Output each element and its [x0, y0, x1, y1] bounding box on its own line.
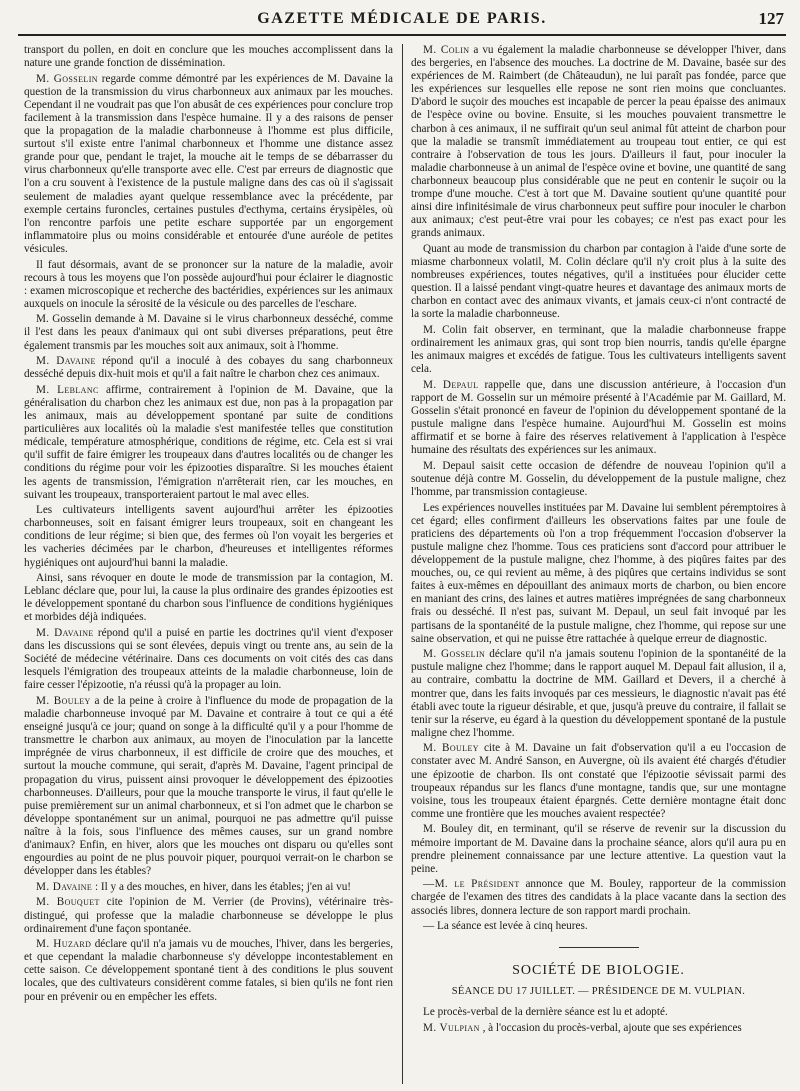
section-paragraphs — [411, 1006, 786, 1035]
paragraph-text: répond qu'il a puisé en partie les doctrines qu'il vient d'exposer dans les discussions qui se sont élevées, depuis vingt ou trente ans, au sein de la Société de médecine vétérinaire. Dans ces documents on voit cités des cas dans lesquels l'émigration des troupeaux atteints de la maladie charbonneuse, loin de faire cesser l'épizootie, n'a réussi qu'à la propager au loin. — [24, 627, 393, 692]
paragraph — [411, 243, 786, 322]
speaker-name: M. Bouley — [36, 695, 91, 707]
paragraph-text: Ainsi, sans révoquer en doute le mode de transmission par la contagion, M. Leblanc déclare que, pour lui, la cause la plus ordinaire des grandes épizooties est le développement spontané du charbon sous l'influence de conditions hygiéniques et morbides déjà indiquées. — [24, 572, 393, 624]
paragraph — [24, 384, 393, 502]
paragraph-text: a vu également la maladie charbonneuse se développer l'hiver, dans des bergeries, en l'absence des mouches. La doctrine de M. Davaine, basée sur des expériences de M. Raimbert (de Châteaudun), ne lui paraît pas fondée, parce que les expériences sur lesquelles elle repose ne sont rien moins que concluantes. D'abord le suçoir des mouches est incapable de percer la peau épaisse des animaux de l'espèce ovine ou bovine. Ensuite, si les mouches pouvaient transmettre le charbon à ces animaux, il ne suffirait qu'un seul animal fût atteint de charbon pour que la maladie se transmît immédiatement au troupeau tout entier, ce qui est contraire à l'observation de tous les jours. D'ailleurs il faut, pour inoculer la maladie charbonneuse à un animal de l'espèce ovine et bovine, une quantité de sang charbonneux beaucoup plus considérable que ne peut en contenir le suçoir ou la trompe d'une mouche. C'est à tort que M. Davaine soutient qu'une quantité pour ainsi dire infinitésimale de virus charbonneux peut suffire pour inoculer le charbon aux animaux; c'est peut-être vrai pour les cobayes; ce n'est pas exact pour les grands animaux. — [411, 44, 786, 240]
paragraph-text: rappelle que, dans une discussion antérieure, à l'occasion d'un rapport de M. Gosselin sur un mémoire présenté à l'Académie par M. Gaillard, M. Gosselin s'était prononcé en faveur de l'opinion du développement spontané de la pustule maligne dans l'espèce humaine. Aujourd'hui M. Gosselin est moins affirmatif et se borne à faire des réserves relativement à l'application à l'espèce humaine des résultats des expériences sur les animaux. — [411, 378, 786, 457]
paragraph — [24, 572, 393, 624]
paragraph-text: Il faut désormais, avant de se prononcer sur la nature de la maladie, avoir recours à tous les moyens que l'on possède aujourd'hui pour éclairer le diagnostic : examen microscopique et recherche des bactéridies, expériences sur les animaux auxquels on inocule la sérosité de la vésicule ou des parcelles de l'eschare. — [24, 258, 393, 310]
paragraph-text: M. Colin fait observer, en terminant, que la maladie charbonneuse frappe ordinairement les animaux gras, qui sont trop bien nourris, tandis qu'elle épargne les animaux maigres et excédés de fatigue. Tous les cultivateurs intelligents savent cela. — [411, 323, 786, 376]
paragraph — [411, 502, 786, 646]
paragraph — [411, 44, 786, 240]
speaker-name: M. Vulpian — [423, 1021, 480, 1034]
paragraph-text: Les cultivateurs intelligents savent aujourd'hui arrêter les épizooties charbonneuses, soit en faisant émigrer leurs troupeaux, soit en changeant les conditions de leur régime; si bien que, des fermes où l'on voyait les bergeries et les vacheries décimées par le charbon, d'heureuses et intelligentes réformes hygiéniques ont aujourd'hui banni la maladie. — [24, 504, 393, 569]
paragraph — [411, 324, 786, 376]
page-header — [18, 6, 786, 36]
paragraph-text: a de la peine à croire à l'influence du mode de propagation de la maladie charbonneuse invoqué par M. Davaine et contraire à tout ce qui a été enseigné jusqu'à ce jour; quand on songe à la difficulté qu'il y a pour l'homme de transmettre le charbon aux animaux, au moyen de l'inoculation par la lancette imprégnée de virus charbonneux, il est difficile de croire que des mouches, et surtout la mouche commune, qui serait, d'après M. Davaine, l'agent principal de propagation du virus, puissent ainsi provoquer le développement des épizooties charbonneuses. D'ailleurs, pour que la mouche transporte le virus, il faut qu'elle le puise premièrement sur un animal charbonneux, et si l'on admet que le charbon se développe spontanément sur un animal, pourquoi ne pas admettre qu'il puisse naître à la fois, sous l'influence des mêmes causes, sur un grand nombre d'animaux? Enfin, en hiver, alors que les mouches ont disparu ou qu'elles sont engourdies au point de ne plus pouvoir piquer, pourquoi verrait-on le charbon se développer dans les étables? — [24, 695, 393, 878]
paragraph — [411, 878, 786, 917]
speaker-name: M. Gosselin — [36, 72, 98, 85]
paragraph — [24, 504, 393, 569]
left-column — [24, 44, 393, 1089]
paragraph — [24, 695, 393, 878]
paragraph-text: déclare qu'il n'a jamais soutenu l'opinion de la spontanéité de la pustule maligne chez l'homme; dans le rapport auquel M. Depaul fait allusion, il a, au contraire, combattu la doctrine de MM. Gaillard et Devers, il a cherché à montrer que, dans les faits invoqués par ces messieurs, le diagnostic n'avait pas été établi avec toute la rigueur désirable, et que, jusqu'à preuve du contraire, il fallait se tenir sur la réserve, eu égard à la question du développement spontané de la pustule maligne chez l'homme. — [411, 648, 786, 739]
paragraph — [24, 44, 393, 70]
paragraph — [24, 938, 393, 1003]
paragraph-text: Le procès-verbal de la dernière séance est lu et adopté. — [423, 1006, 668, 1019]
paragraph-text: Les expériences nouvelles instituées par M. Davaine lui semblent péremptoires à cet égard; elles confirment d'ailleurs les observations faites par une foule de praticiens des départements où l'on a trop fréquemment l'occasion d'observer la pustule maligne chez l'homme. Tous ces praticiens sont d'accord pour attribuer le développement de la pustule maligne, chez l'homme, à des piqûres faites par des mouches, ou, ce qui revient au même, à des piqûres que certains individus se sont faites à eux-mêmes en dépouillant des animaux morts de charbon, ou bien encore en maniant des crins, des laines et autres matières imprégnées de sang charbonneux frais ou desséché. Il n'est pas, suivant M. Depaul, un seul fait invoqué par les partisans de la spontanéité de la pustule maligne, chez l'homme, qui repose sur une saine observation, et qui ne puisse être rattachée à quelque erreur de diagnostic. — [411, 501, 786, 645]
paragraph — [411, 742, 786, 821]
paragraph — [411, 1022, 786, 1035]
paragraph — [411, 920, 786, 933]
paragraph — [24, 627, 393, 692]
paragraph-text: annonce que M. Bouley, rapporteur de la commission chargée de l'examen des titres des candidats à la place vacante dans la section des associés libres, donnera lecture de son rapport mardi prochain. — [411, 878, 786, 917]
paragraph-text: M. Depaul saisit cette occasion de défendre de nouveau l'opinion qu'il a soutenue déjà contre M. Gosselin, du développement de la pustule maligne, chez l'homme, par transmission contagieuse. — [411, 459, 786, 499]
speaker-name: M. Davaine — [36, 355, 96, 368]
right-column — [411, 44, 786, 1089]
paragraph-text: , à l'occasion du procès-verbal, ajoute que ses expériences — [482, 1021, 742, 1034]
paragraph-text: M. Gosselin demande à M. Davaine si le virus charbonneux desséché, comme il l'est dans les peaux d'animaux qui ont subi diverses préparations, peut être également transmis par les mouches soit aux animaux, soit à l'homme. — [24, 313, 393, 352]
paragraph — [24, 313, 393, 352]
speaker-name: M. Gosselin — [423, 648, 486, 661]
column-divider — [402, 44, 403, 1084]
paragraph — [24, 73, 393, 256]
speaker-name: M. Huzard — [36, 938, 92, 951]
paragraph — [24, 355, 393, 381]
speaker-name: —M. le Président — [423, 878, 520, 891]
speaker-name: M. Davaine — [36, 627, 94, 640]
paragraph — [411, 460, 786, 499]
journal-title: GAZETTE MÉDICALE DE PARIS. — [257, 10, 547, 27]
paragraph-text: cite à M. Davaine un fait d'observation qu'il a eu l'occasion de constater avec M. André Sanson, en Auvergne, où ils avaient été chargés d'étudier une épizootie de charbon. Ils ont constaté que l'épizootie sévissait parmi des troupeaux répandus sur les flancs d'une montagne, tandis que, sur une montagne voisine, tous les troupeaux étaient épargnés. Cette dernière montagne était donc comme une frontière que les mouches avaient respectée? — [411, 742, 786, 820]
paragraph — [411, 648, 786, 740]
speaker-name: M. Davaine — [36, 880, 93, 893]
speaker-name: M. Colin — [423, 44, 470, 56]
paragraph-text: cite l'opinion de M. Verrier (de Provins), vétérinaire très-distingué, qui professe que la maladie charbonneuse se développe le plus ordinairement d'une façon spontanée. — [24, 896, 393, 935]
speaker-name: M. Leblanc — [36, 383, 99, 396]
paragraph-text: M. Bouley dit, en terminant, qu'il se réserve de revenir sur la discussion du mémoire important de M. Davaine dans la prochaine séance, alors qu'il aura pu en prendre pleinement connaissance par une lecture attentive. La question vaut la peine. — [411, 823, 786, 875]
paragraph — [24, 896, 393, 935]
paragraph-text: regarde comme démontré par les expériences de M. Davaine la question de la transmission du virus charbonneux aux animaux par les mouches. Cependant il ne voudrait pas que l'on abusât de ces expériences pour conclure trop facilement à la transmission dans l'espèce humaine. Il y a des raisons de penser que la propagation de la maladie charbonneuse à l'homme est plus difficile, surtout s'il existe entre l'animal charbonneux et l'homme une distance assez grande pour que, pendant le trajet, la mouche ait le temps de se débarrasser du virus charbonneux qu'elle transporte avec elle. C'est par erreurs de diagnostic que l'on a cru souvent à l'existence de la pustule maligne dans des cas où il s'agissait seulement de maladies ayant quelque ressemblance avec la précédente, par exemple certains furoncles, certaines pustules d'ecthyma, certains érysipèles, où l'on rencontre parfois une petite eschare supportée par un engorgement inflammatoire plus ou moins considérable et entourée d'une auréole de petites vésicules. — [24, 72, 393, 255]
paragraph-text: transport du pollen, en doit en conclure que les mouches accomplissent dans la nature une grande fonction de dissémination. — [24, 44, 393, 70]
speaker-name: M. Depaul — [423, 378, 479, 391]
page-number: 127 — [758, 9, 784, 28]
paragraph — [411, 1006, 786, 1019]
section-title: SOCIÉTÉ DE BIOLOGIE. — [512, 963, 685, 979]
paragraph-text: : Il y a des mouches, en hiver, dans les étables; j'en ai vu! — [95, 880, 352, 893]
paragraph — [24, 881, 393, 894]
paragraph — [411, 823, 786, 875]
speaker-name: M. Bouquet — [36, 896, 100, 909]
paragraph — [411, 379, 786, 458]
paragraph-text: répond qu'il a inoculé à des cobayes du sang charbonneux desséché depuis dix-huit mois et qu'il a fait naître le charbon chez ces animaux. — [24, 355, 393, 381]
section-subtitle: SÉANCE DU 17 JUILLET. — PRÉSIDENCE DE M. VULPIAN. — [451, 986, 746, 998]
section-separator — [559, 947, 639, 948]
speaker-name: M. Bouley — [423, 742, 479, 755]
paragraph-text: — La séance est levée à cinq heures. — [423, 920, 588, 933]
paragraph — [24, 259, 393, 311]
paragraph-text: Quant au mode de transmission du charbon par contagion à l'aide d'une sorte de miasme charbonneux volatil, M. Colin déclare qu'il n'y croit plus à la suite des nombreuses expériences, toutes négatives, qu'il a instituées pour élucider cette question. Il a laissé pendant vingt-quatre heures et davantage des animaux morts de charbon en contact avec des animaux vivants, et jamais ceux-ci n'ont contracté de la sorte la maladie charbonneuse. — [411, 242, 786, 321]
paragraph-text: déclare qu'il n'a jamais vu de mouches, l'hiver, dans les bergeries, et que cependant la maladie charbonneuse s'y développe incontestablement en cette saison. Ce développement spontané tient à des conditions le plus souvent locales, que des cultivateurs considèrent comme fatales, si bien qu'ils ne font rien pour en prévenir ou en empêcher les effets. — [24, 938, 393, 1003]
right-column-paragraphs — [411, 44, 786, 933]
paragraph-text: affirme, contrairement à l'opinion de M. Davaine, que la généralisation du charbon chez les animaux est due, non pas à la propagation par les animaux, mais au développement spontané par suite de conditions particulières aux localités où la maladie s'est manifestée telles que constitution médicale, température atmosphérique, conditions de régime, etc. Cela est si vrai qu'il suffit de faire émigrer les troupeaux dans d'autres localités ou de changer les conditions du régime pour voir les épizooties disparaître. Si les mouches étaient les agents de transmission, l'émigration n'arrêterait rien, car les mouches, en suivant les troupeaux, transporteraient partout le mal avec elles. — [24, 383, 393, 501]
